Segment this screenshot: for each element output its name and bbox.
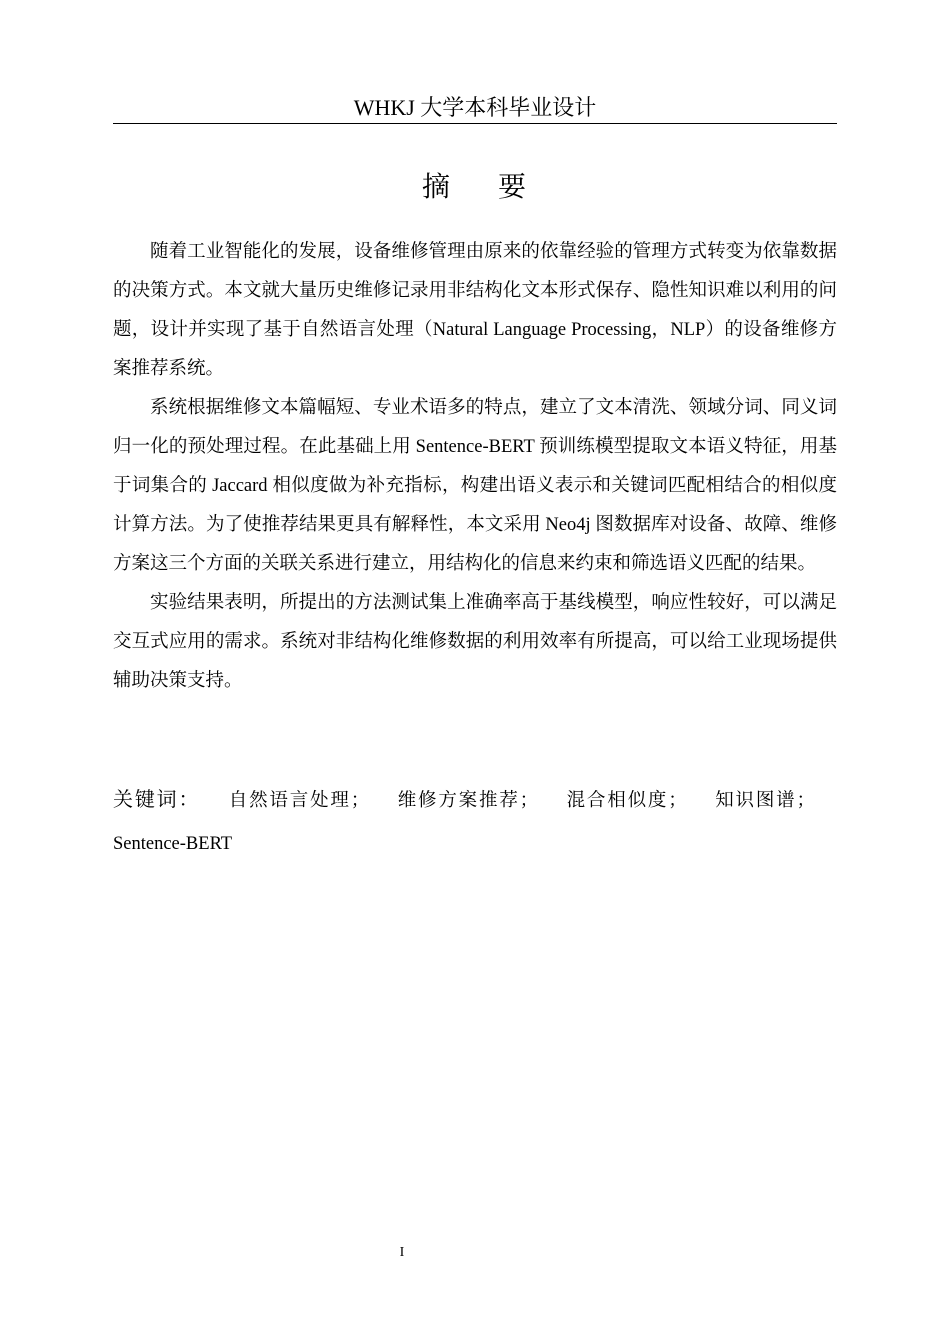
keywords-line — [113, 778, 837, 866]
abstract-body — [113, 233, 837, 701]
keyword-item: Sentence-BERT — [113, 834, 233, 854]
abstract-title-char-2: 要 — [498, 172, 529, 203]
page-header: WHKJ 大学本科毕业设计 — [353, 95, 597, 120]
keywords-label: 关键词： — [113, 787, 201, 811]
keyword-item: 维修方案推荐； — [397, 791, 539, 811]
abstract-paragraph-3: 实验结果表明，所提出的方法测试集上准确率高于基线模型，响应性较好，可以满足交互式应用的需求。系统对非结构化维修数据的利用效率有所提高，可以给工业现场提供辅助决策支持。 — [113, 593, 837, 691]
keyword-item: 知识图谱； — [715, 791, 816, 811]
keyword-item: 混合相似度； — [566, 791, 687, 811]
abstract-title-char-1: 摘 — [421, 172, 452, 203]
abstract-paragraph-1: 随着工业智能化的发展，设备维修管理由原来的依靠经验的管理方式转变为依靠数据的决策方式。本文就大量历史维修记录用非结构化文本形式保存、隐性知识难以利用的问题，设计并实现了基于自然语言处理（Natural Language Processing，NLP）的设备维修方案推荐系统。 — [113, 242, 837, 379]
keyword-item: 自然语言处理； — [228, 791, 370, 811]
page-number: I — [399, 1245, 405, 1260]
abstract-paragraph-2: 系统根据维修文本篇幅短、专业术语多的特点，建立了文本清洗、领域分词、同义词归一化的预处理过程。在此基础上用 Sentence-BERT 预训练模型提取文本语义特征，用基于词集合的 Jaccard 相似度做为补充指标，构建出语义表示和关键词匹配相结合的相似度计算方法。为了使推荐结果更具有解释性，本文采用 Neo4j 图数据库对设备、故障、维修方案这三个方面的关联关系进行建立，用结构化的信息来约束和筛选语义匹配的结果。 — [113, 398, 837, 574]
header-divider — [113, 123, 837, 124]
abstract-title — [113, 168, 837, 208]
